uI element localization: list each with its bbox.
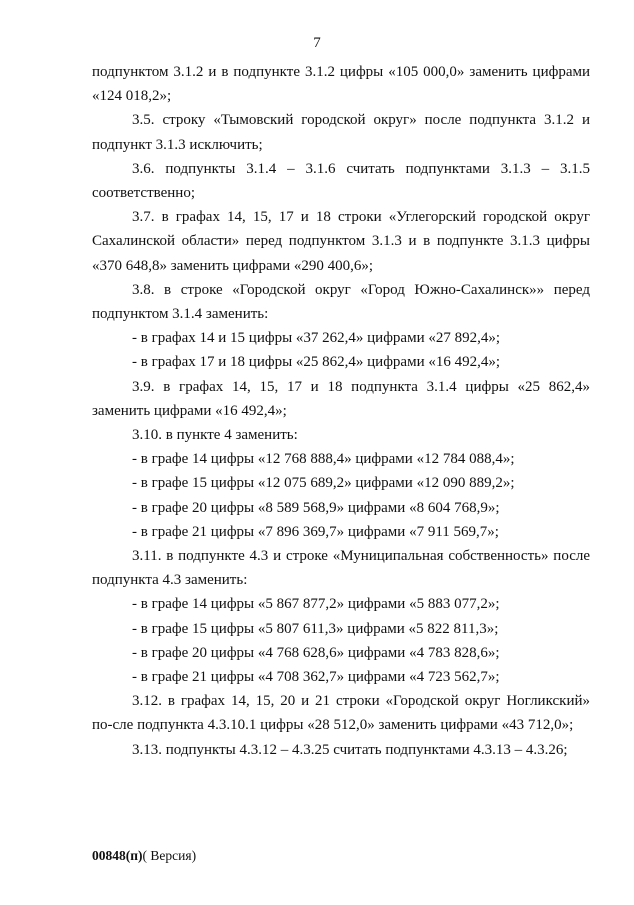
list-item: - в графе 14 цифры «12 768 888,4» цифрами «12 784 088,4»; (132, 451, 515, 468)
paragraph-3-9: 3.9. в графах 14, 15, 17 и 18 подпункта 3.1.4 цифры «25 862,4» заменить цифрами «16 492,4»; (92, 378, 590, 419)
paragraph-3-5: 3.5. строку «Тымовский городской округ» после подпункта 3.1.2 и подпункт 3.1.3 исключить; (92, 112, 590, 153)
paragraph-3-13: 3.13. подпункты 4.3.12 – 4.3.25 считать подпунктами 4.3.13 – 4.3.26; (132, 741, 568, 758)
document-footer (92, 848, 196, 864)
paragraph: подпунктом 3.1.2 и в подпункте 3.1.2 цифры «105 000,0» заменить цифрами «124 018,2»; (92, 64, 590, 105)
list-item: - в графе 15 цифры «12 075 689,2» цифрами «12 090 889,2»; (132, 475, 515, 492)
list-item: - в графе 21 цифры «4 708 362,7» цифрами «4 723 562,7»; (132, 669, 500, 686)
paragraph-3-10: 3.10. в пункте 4 заменить: (132, 427, 298, 444)
paragraph-3-11: 3.11. в подпункте 4.3 и строке «Муниципальная собственность» после подпункта 4.3 заменить: (92, 548, 590, 589)
document-code: 00848(п) (92, 848, 143, 863)
list-item: - в графе 20 цифры «8 589 568,9» цифрами «8 604 768,9»; (132, 499, 500, 516)
paragraph-3-7: 3.7. в графах 14, 15, 17 и 18 строки «Углегорский городской округ Сахалинской области» перед подпунктом 3.1.3 и в подпункте 3.1.3 цифры «370 648,8» заменить цифрами «290 400,6»; (92, 209, 590, 274)
paragraph-3-8: 3.8. в строке «Городской округ «Город Южно-Сахалинск»» перед подпунктом 3.1.4 заменить: (92, 281, 590, 323)
page-number: 7 (313, 35, 321, 51)
list-item: - в графах 17 и 18 цифры «25 862,4» цифрами «16 492,4»; (132, 354, 501, 371)
list-item: - в графах 14 и 15 цифры «37 262,4» цифрами «27 892,4»; (132, 330, 501, 347)
paragraph-3-12: 3.12. в графах 14, 15, 20 и 21 строки «Городской округ Ногликский» по-сле подпункта 4.3.10.1 цифры «28 512,0» заменить цифрами «43 712,0»; (92, 693, 590, 734)
list-item: - в графе 20 цифры «4 768 628,6» цифрами «4 783 828,6»; (132, 644, 500, 661)
paragraph-3-6: 3.6. подпункты 3.1.4 – 3.1.6 считать подпунктами 3.1.3 – 3.1.5 соответственно; (92, 160, 590, 202)
document-body (92, 60, 590, 762)
list-item: - в графе 14 цифры «5 867 877,2» цифрами «5 883 077,2»; (132, 596, 500, 613)
document-version: ( Версия) (142, 848, 197, 863)
list-item: - в графе 21 цифры «7 896 369,7» цифрами «7 911 569,7»; (132, 523, 499, 540)
list-item: - в графе 15 цифры «5 807 611,3» цифрами «5 822 811,3»; (132, 620, 499, 637)
